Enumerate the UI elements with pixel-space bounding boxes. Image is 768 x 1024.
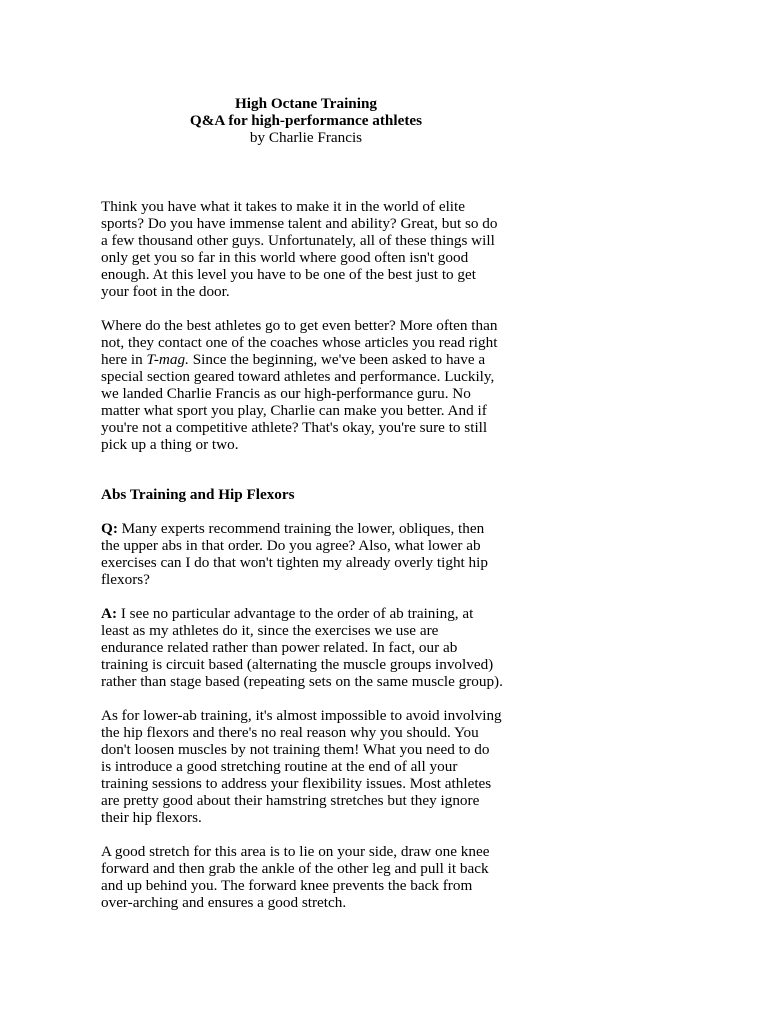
text-line: the hip flexors and there's no real reason why you should. You (101, 724, 479, 741)
text-line (101, 351, 521, 368)
text-segment: Many experts recommend training the lower, obliques, then (117, 520, 485, 537)
answer-paragraph (101, 605, 521, 690)
text-line: training is circuit based (alternating the muscle groups involved) (101, 656, 494, 673)
document-body (101, 198, 521, 928)
text-line (101, 605, 521, 622)
intro-paragraph-2 (101, 317, 521, 453)
question-paragraph (101, 520, 521, 588)
text-line: forward and then grab the ankle of the other leg and pull it back (101, 860, 489, 877)
text-line: pick up a thing or two. (101, 436, 239, 453)
magazine-name: T-mag. (146, 351, 189, 368)
text-line: you're not a competitive athlete? That's okay, you're sure to still (101, 419, 488, 436)
text-line: a few thousand other guys. Unfortunately, all of these things will (101, 232, 495, 249)
body-paragraph-2 (101, 843, 521, 911)
text-segment: here in (101, 351, 147, 368)
text-line: special section geared toward athletes and performance. Luckily, (101, 368, 495, 385)
text-line: and up behind you. The forward knee prevents the back from (101, 877, 473, 894)
text-line: the upper abs in that order. Do you agree? Also, what lower ab (101, 537, 481, 554)
document-byline: by Charlie Francis (249, 129, 363, 146)
document-title: High Octane Training (234, 95, 378, 112)
section-heading: Abs Training and Hip Flexors (101, 486, 295, 503)
text-line: is introduce a good stretching routine at the end of all your (101, 758, 458, 775)
text-line: don't loosen muscles by not training them! What you need to do (101, 741, 490, 758)
text-line: least as my athletes do it, since the exercises we use are (101, 622, 439, 639)
text-line: we landed Charlie Francis as our high-performance guru. No (101, 385, 471, 402)
intro-paragraph-1 (101, 198, 521, 300)
text-segment: I see no particular advantage to the order of ab training, at (117, 605, 474, 622)
text-line: flexors? (101, 571, 150, 588)
text-line (101, 520, 521, 537)
text-line: over-arching and ensures a good stretch. (101, 894, 347, 911)
text-line: sports? Do you have immense talent and ability? Great, but so do (101, 215, 498, 232)
text-line: Where do the best athletes go to get even better? More often than (101, 317, 498, 334)
text-line: rather than stage based (repeating sets on the same muscle group). (101, 673, 503, 690)
answer-label: A: (101, 605, 118, 622)
text-line: your foot in the door. (101, 283, 230, 300)
text-line: endurance related rather than power related. In fact, our ab (101, 639, 458, 656)
text-line: only get you so far in this world where good often isn't good (101, 249, 469, 266)
section-spacer (101, 470, 521, 486)
text-line: As for lower-ab training, it's almost impossible to avoid involving (101, 707, 502, 724)
question-label: Q: (101, 520, 118, 537)
text-line: training sessions to address your flexibility issues. Most athletes (101, 775, 492, 792)
text-line: exercises can I do that won't tighten my already overly tight hip (101, 554, 488, 571)
text-segment: Since the beginning, we've been asked to have a (188, 351, 486, 368)
text-line: Think you have what it takes to make it in the world of elite (101, 198, 465, 215)
text-line: their hip flexors. (101, 809, 202, 826)
document-subtitle: Q&A for high-performance athletes (189, 112, 423, 129)
body-paragraph-1 (101, 707, 521, 826)
text-line: enough. At this level you have to be one of the best just to get (101, 266, 476, 283)
text-line: A good stretch for this area is to lie on your side, draw one knee (101, 843, 490, 860)
text-line: matter what sport you play, Charlie can make you better. And if (101, 402, 487, 419)
document-header (100, 95, 512, 146)
text-line: not, they contact one of the coaches whose articles you read right (101, 334, 498, 351)
text-line: are pretty good about their hamstring stretches but they ignore (101, 792, 480, 809)
